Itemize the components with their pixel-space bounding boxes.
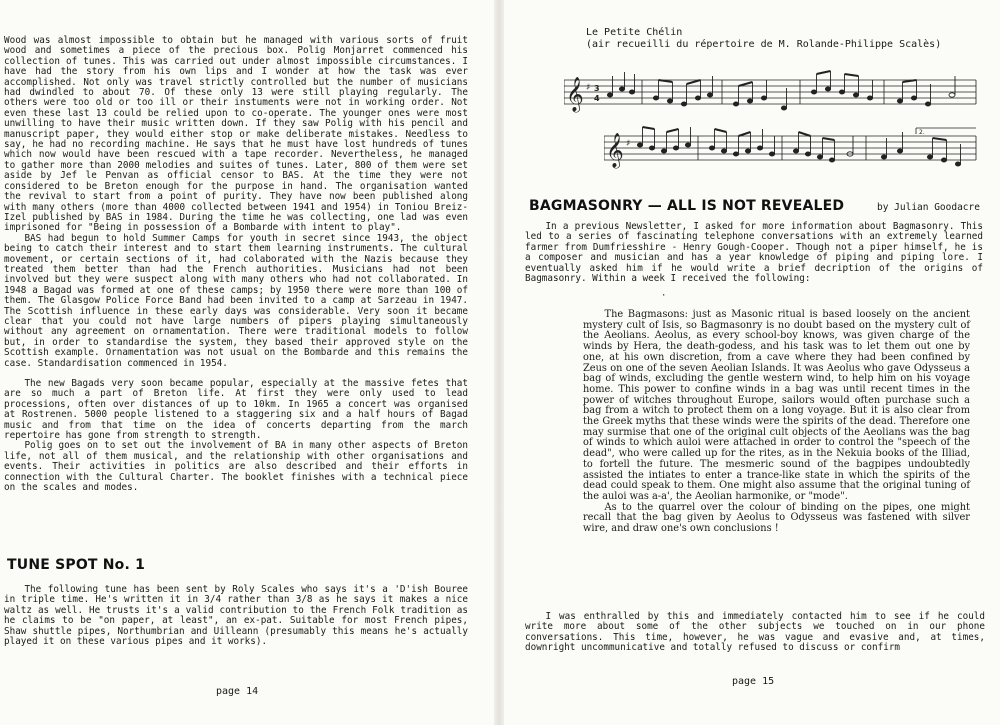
bagmasons-quote xyxy=(583,310,970,535)
tune-spot-text xyxy=(4,585,468,647)
quote-paragraph-binding: As to the quarrel over the colour of binding on the pipes, one might recall that the bag given by Aeolus to Odysseus was fastened with silver wire, and draw one's own conclusions ! xyxy=(583,501,970,535)
article-continuation xyxy=(4,36,468,493)
tune-spot-heading: TUNE SPOT No. 1 xyxy=(7,557,146,573)
paragraph-summer-camps: BAS had begun to hold Summer Camps for youth in secret since 1943, the object being to catch their interest and to start them learning instruments. The cultural movement, or certain sections of it, had colaborated with the Nazis because they treated them better than had the French authorities. Musicians had not been involved but they were suspect along with many others who had not collaborated. In 1948 a Bagad was formed at one of these camps; by 1950 there were more than 100 of them. The Glasgow Police Force Band had been invited to a camp at Sarzeau in 1947. The Scottish influence in these early days was considerable. Very soon it became clear that you could not have large numbers of pipers playing simultaneously without any agreement on ornamentation. There were traditional models to follow but, in order to standardise the system, they based their approved style on the Scottish example. Ornamentation was not usual on the Bombarde and this remains the case. Standardisation commenced in 1954. xyxy=(4,232,468,369)
page-number-right: page 15 xyxy=(732,676,775,687)
paragraph-booklet-summary: Polig goes on to set out the involvement of BA in many other aspects of Breton life, not all of them musical, and the relationship with other organisations and events. Their activities in politics are also described and their efforts in connection with the Cultural Charter. The booklet finishes with a technical piece on the scales and modes. xyxy=(4,440,468,494)
intro-paragraph: In a previous Newsletter, I asked for more information about Bagmasonry. This led to a series of fascinating telephone conversations with an extremely learned farmer from Dumfriesshire - Henry Gough-Cooper. Though not a piper himself, he is a composer and musician and has a year knowledge of piping and piping lore. I eventually asked him if he would write a brief decription of the origins of Bagmasonry. Within a week I received the following: xyxy=(525,221,983,285)
page-number-left: page 14 xyxy=(216,686,259,697)
paragraph-polig-collection: Wood was almost impossible to obtain but he managed with various sorts of fruit wood and sometimes a piece of the precious box. Polig Monjarret commenced his collection of tunes. This was carried out under almost impossible circumstances. I have had the story from his own lips and I wonder at how the task was ever accomplished. Not only was travel strictly controlled but the number of musicians had dwindled to about 70. Of these only 13 were still playing regularly. The others were too old or too ill or their instuments were not in working order. Not even these last 13 could be relied upon to co-operate. The younger ones were most unwilling to have their music written down. If they saw Polig with his pencil and manuscript paper, they would either stop or make deliberate mistakes. Needless to say, he had no recording machine. He says that he must have lost hundreds of tunes which now would have been rescued with a tape recorder. Nevertheless, he managed to gather more than 2000 melodies and suites of tunes. Later, 800 of them were set aside by Jef le Penvan as official censor to BAS. At the time they were not considered to be Breton enough for the purpose in hand. The organisation wanted the revival to start from a point of purity. They have now been published along with many others (more than 4000 collected between 1941 and 1954) in Toniou Breiz-Izel published by BAS in 1984. During the time he was collecting, one lad was even imprisoned for "Being in possession of a Bombarde with intent to play". xyxy=(4,35,468,234)
article-byline: by Julian Goodacre xyxy=(877,202,980,213)
tune-subtitle: (air recueilli du répertoire de M. Rolande-Philippe Scalès) xyxy=(586,39,942,50)
svg-text:𝄞: 𝄞 xyxy=(566,77,584,112)
closing-paragraph: I was enthralled by this and immediately contacted him to see if he could write more about some of the other subjects we touched on in our phone conversations. This time, however, he was vague and evasive and, at times, downright uncommunicative and totally refused to discuss or confirm xyxy=(525,611,985,654)
paragraph-new-bagads: The new Bagads very soon became popular, especially at the massive fetes that are so much a part of Breton life. At first they were only used to lead processions, often over distances of up to 10km. In 1965 a concert was organised at Rostrenen. 5000 people listened to a staggering six and a half hours of Bagad music and from that time on the idea of concerts departing from the march repertoire has gone from strength to strength. xyxy=(4,378,468,442)
svg-text:♯: ♯ xyxy=(626,139,631,149)
music-staff-2 xyxy=(604,124,984,172)
separator-mark: · xyxy=(661,291,667,301)
svg-text:𝄞: 𝄞 xyxy=(606,133,624,168)
bagmasonry-heading: BAGMASONRY — ALL IS NOT REVEALED xyxy=(529,198,845,214)
tune-spot-paragraph: The following tune has been sent by Roly Scales who says it's a 'D'ish Bouree in triple time. He's written it in 3/4 rather than 3/8 as he says it makes a nice waltz as well. He trusts it's a valid contribution to the French Folk tradition as he claims to be "on paper, at least", an ex-pat. Suitable for most French pipes, Shaw shuttle pipes, Northumbrian and Uilleann (presumably this means he's actually played it on these various pipes and it works). xyxy=(4,584,468,648)
bagmasonry-closing xyxy=(525,612,985,654)
left-page xyxy=(0,0,495,725)
svg-text:4: 4 xyxy=(594,94,600,103)
svg-text:♯: ♯ xyxy=(586,83,591,93)
bagmasonry-intro xyxy=(525,222,983,284)
tune-title: Le Petite Chélin xyxy=(586,27,683,38)
svg-text:3: 3 xyxy=(594,84,600,93)
quote-paragraph-origins: The Bagmasons: just as Masonic ritual is based loosely on the ancient mystery cult of Isis, so Bagmasonry is no doubt based on the mystery cult of the Aeolians. Aeolus, as every school-boy knows, was given charge of the winds by Hera, the death-godess, and his task was to let them out one by one, at his own discretion, from a cave where they had been confined by Zeus on one of the seven Aeolian Islands. It was Aeolus who gave Odysseus a bag of winds, excluding the gentle western wind, to help him on his voyage home. This power to confine winds in a bag was until recent times in the power of witches throughout Europe, sailors would often purchase such a bag from a witch to protect them on a long voyage. But it is also clear from the Greek myths that these winds were the spirits of the dead. Therefore one may surmise that one of the original cult objects of the Aeolians was the bag of winds to which auloi were attached in order to control the "speech of the dead", who were called up for the rites, as in the Nekuia books of the Illiad, to fortell the future. The mesmeric sound of the bagpipes undoubtedly assisted the intiates to enter a trance-like state in which the spirits of the dead could speak to them. One might also assume that the original tuning of the auloi was a-a', the Aeolian harmonike, or "mode". xyxy=(583,309,970,502)
svg-text:2.: 2. xyxy=(919,129,925,136)
music-staff-1 xyxy=(564,68,982,116)
